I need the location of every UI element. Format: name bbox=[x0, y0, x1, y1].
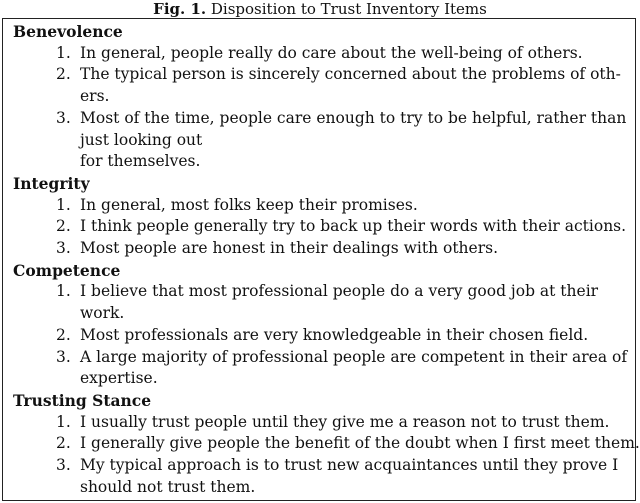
item-number: 2. bbox=[56, 325, 71, 344]
item-text: should not trust them. bbox=[80, 477, 256, 496]
item-number: 1. bbox=[56, 195, 71, 214]
list-item bbox=[3, 216, 635, 238]
item-text: The typical person is sincerely concerned about the problems of oth- bbox=[80, 65, 621, 84]
figure-caption bbox=[0, 0, 640, 18]
figure-caption-label: Fig. 1. bbox=[153, 0, 207, 18]
item-number: 1. bbox=[56, 412, 71, 431]
figure-caption-text: Disposition to Trust Inventory Items bbox=[210, 0, 487, 18]
item-text: Most people are honest in their dealings with others. bbox=[80, 239, 499, 258]
item-number: 1. bbox=[56, 282, 71, 301]
item-text: expertise. bbox=[80, 369, 158, 388]
item-number: 3. bbox=[56, 239, 71, 258]
list-item bbox=[3, 412, 635, 434]
section-title: Trusting Stance bbox=[13, 390, 152, 410]
item-number: 3. bbox=[56, 108, 71, 127]
item-text: In general, most folks keep their promises. bbox=[80, 195, 418, 214]
list-item bbox=[3, 347, 635, 390]
item-text: Most professionals are very knowledgeable in their chosen field. bbox=[80, 325, 589, 344]
item-number: 3. bbox=[56, 347, 71, 366]
section-benevolence bbox=[3, 21, 635, 173]
inventory-table bbox=[2, 18, 640, 501]
item-number: 1. bbox=[56, 43, 71, 62]
list-item bbox=[3, 281, 635, 324]
item-number: 2. bbox=[56, 65, 71, 84]
item-text: In general, people really do care about the well-being of others. bbox=[80, 43, 583, 62]
section-title: Integrity bbox=[13, 173, 90, 193]
list-item bbox=[3, 43, 635, 65]
item-text: I usually trust people until they give me a reason not to trust them. bbox=[80, 412, 610, 431]
list-item bbox=[3, 433, 640, 455]
item-number: 2. bbox=[56, 434, 71, 453]
list-item bbox=[3, 455, 635, 498]
section-competence bbox=[3, 260, 635, 390]
item-number: 3. bbox=[56, 456, 71, 475]
section-integrity bbox=[3, 173, 635, 260]
item-text: I generally give people the benefit of the doubt when I first meet them. bbox=[80, 434, 640, 453]
item-text: ers. bbox=[80, 87, 110, 106]
section-trusting-stance bbox=[3, 390, 640, 499]
list-item bbox=[3, 108, 635, 173]
list-item bbox=[3, 64, 635, 107]
item-text: just looking out bbox=[80, 130, 203, 149]
item-text: for themselves. bbox=[80, 152, 201, 171]
item-text: I believe that most professional people do a very good job at their bbox=[80, 282, 599, 301]
list-item bbox=[3, 238, 635, 260]
list-item bbox=[3, 195, 635, 217]
section-title: Benevolence bbox=[13, 22, 123, 41]
section-title: Competence bbox=[13, 260, 121, 280]
item-number: 2. bbox=[56, 217, 71, 236]
item-text: A large majority of professional people are competent in their area of bbox=[80, 347, 628, 366]
item-text: I think people generally try to back up their words with their actions. bbox=[80, 217, 627, 236]
list-item bbox=[3, 325, 635, 347]
item-text: Most of the time, people care enough to try to be helpful, rather than bbox=[80, 108, 627, 127]
item-text: work. bbox=[80, 304, 125, 323]
item-text: My typical approach is to trust new acquaintances until they prove I bbox=[80, 456, 619, 475]
